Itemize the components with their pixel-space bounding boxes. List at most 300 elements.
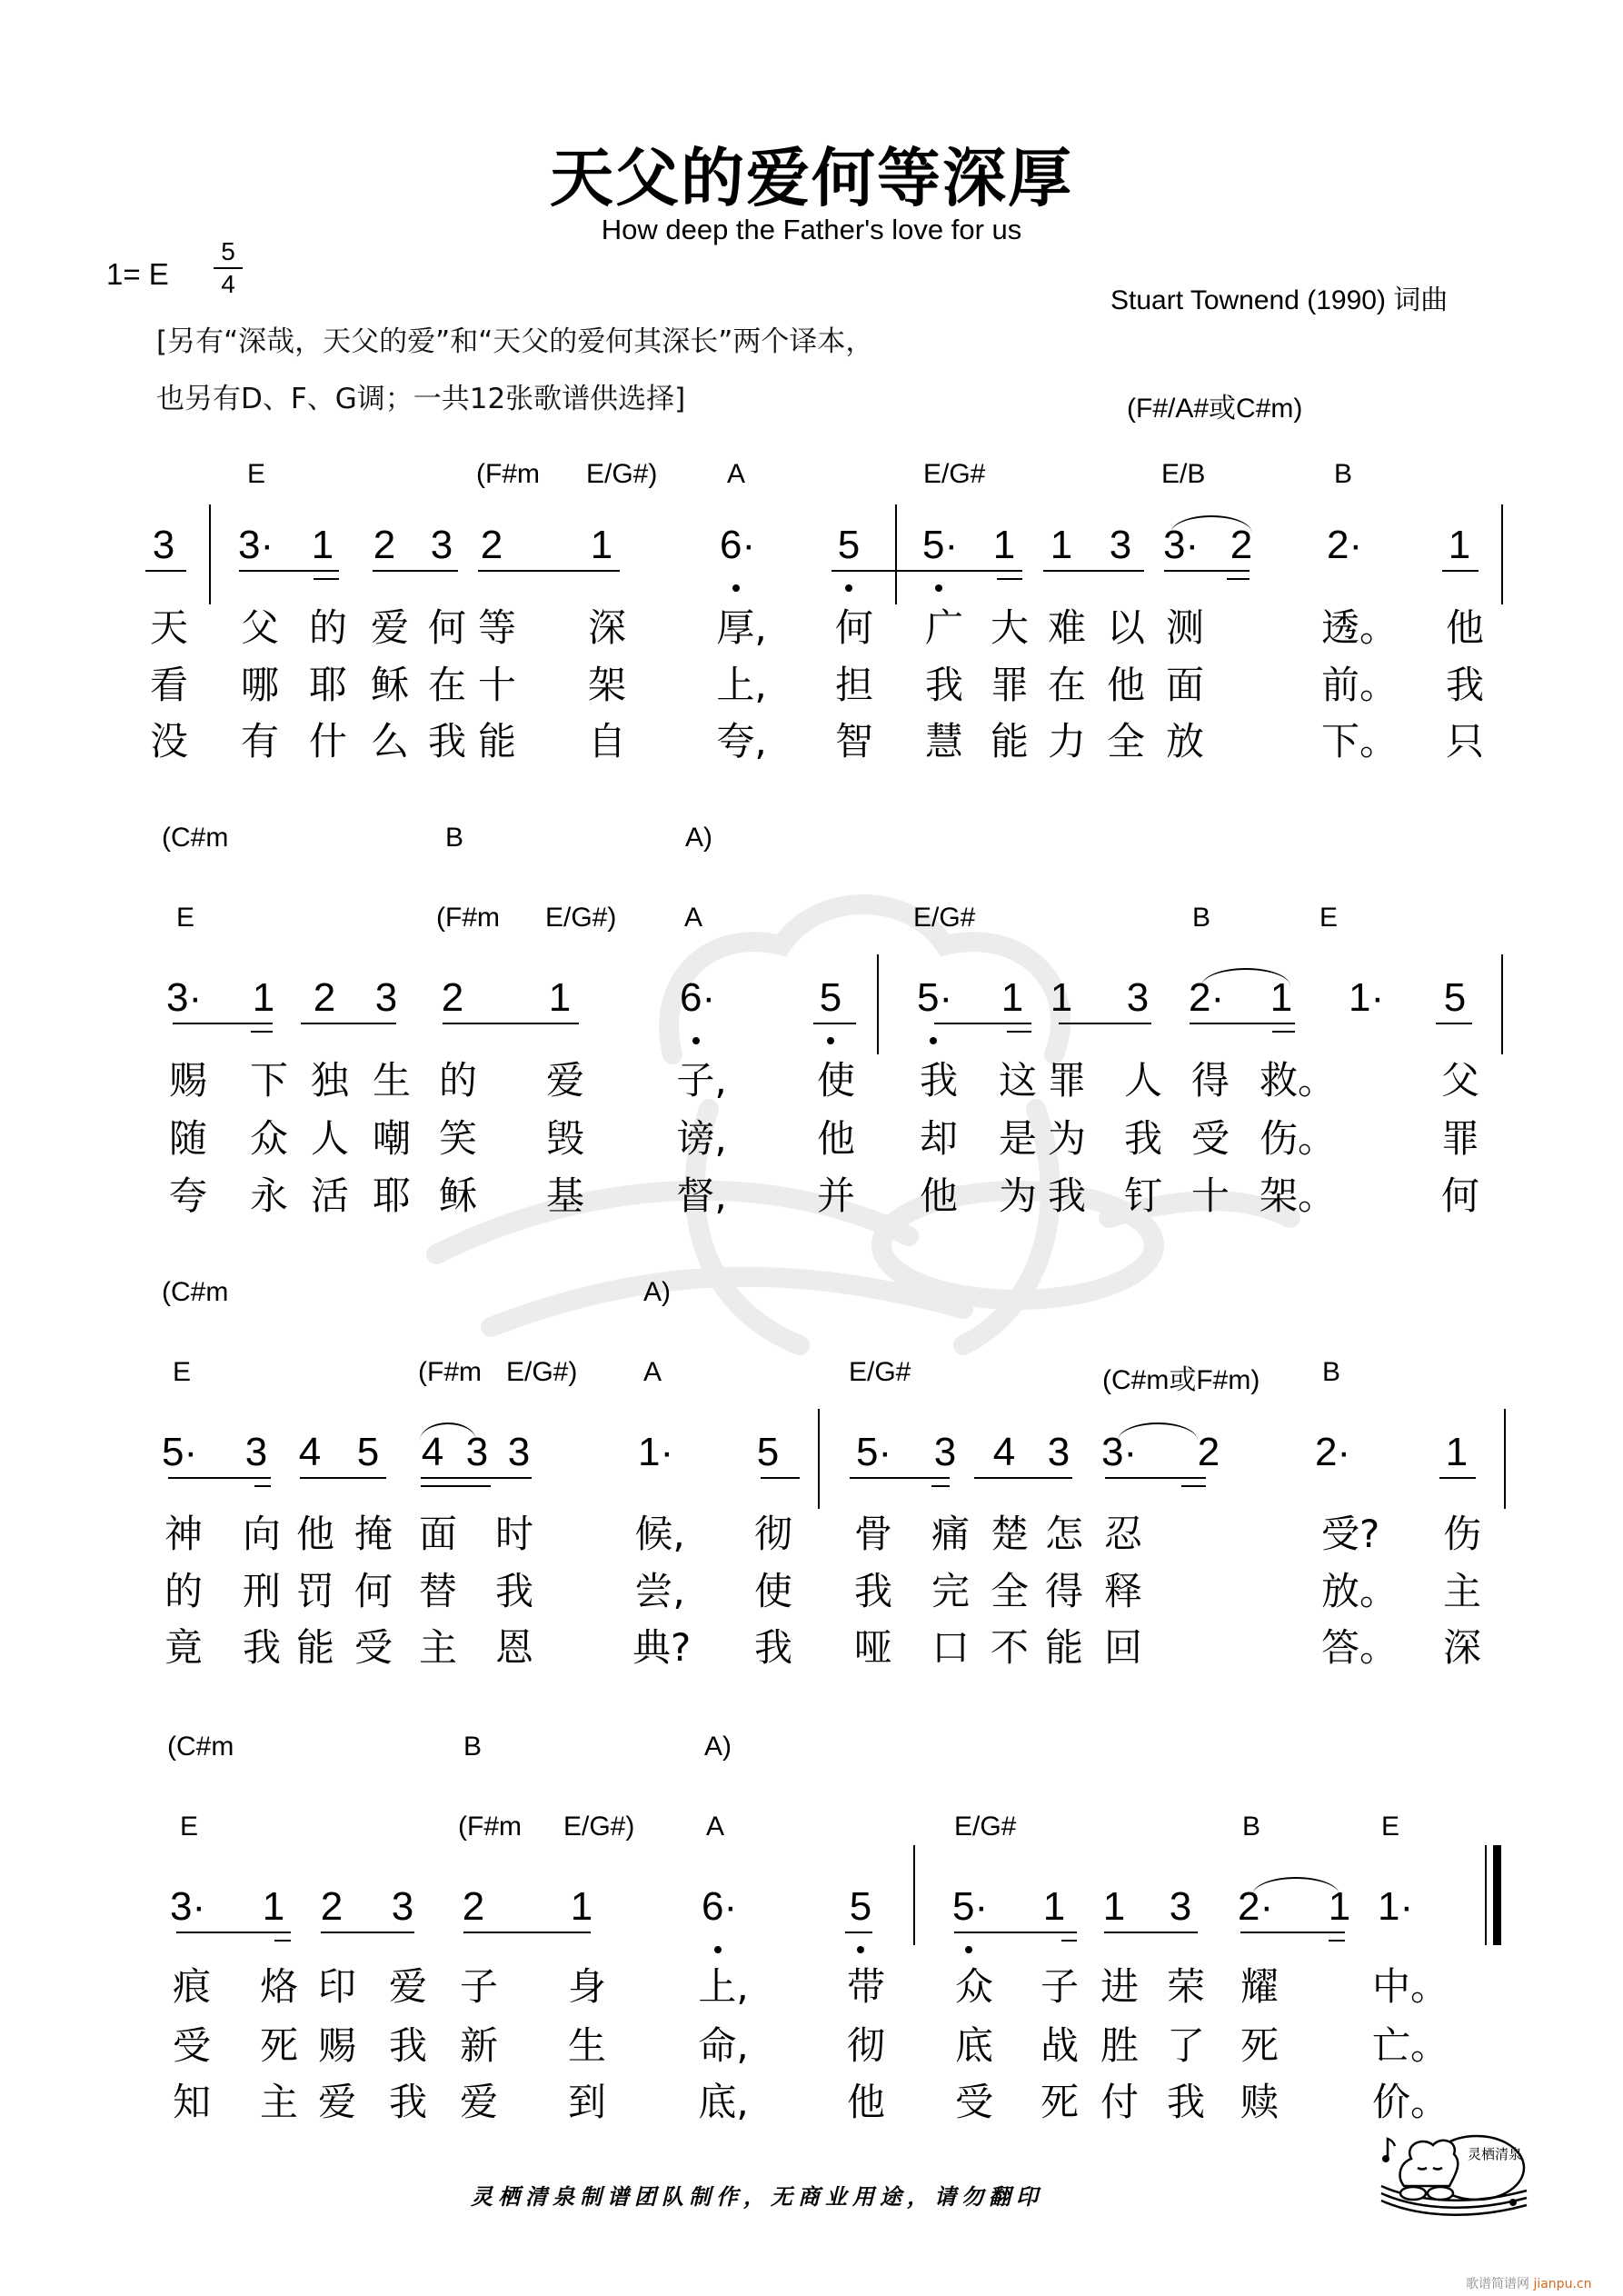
lyric-char: 面	[418, 1512, 457, 1556]
eighth-underline	[1043, 570, 1144, 572]
lyric-char: 彻	[753, 1512, 792, 1556]
lyric-char: 以	[1106, 605, 1145, 650]
lyric-char: 不	[990, 1625, 1029, 1670]
note: 3	[465, 1430, 489, 1474]
lyric-char: 人	[1123, 1058, 1162, 1103]
chord-symbol: E/B	[1161, 459, 1206, 489]
lyric-char: 我	[919, 1058, 958, 1103]
tie-arc	[1118, 1423, 1198, 1441]
eighth-underline	[321, 1932, 414, 1933]
lyric-char: 罪	[1440, 1116, 1479, 1161]
lyric-char: 爱	[545, 1058, 584, 1103]
tie-arc	[1170, 515, 1252, 534]
lyric-char: 何	[1440, 1173, 1479, 1218]
note: 1	[252, 975, 275, 1020]
lyric-char: 我	[494, 1569, 533, 1613]
song-title: 天父的爱何等深厚	[550, 141, 1073, 215]
chord-symbol: E/G#)	[586, 459, 658, 489]
note: 5·	[856, 1430, 892, 1474]
lyric-char: 罪	[1047, 1058, 1086, 1103]
lyric-char: 放。	[1321, 1569, 1399, 1613]
lyric-char: 释	[1103, 1569, 1142, 1613]
lyric-char: 他	[1445, 605, 1484, 650]
eighth-underline	[934, 1023, 1031, 1024]
tie-arc	[1252, 1877, 1339, 1895]
lyric-char: 受	[1190, 1116, 1230, 1161]
lyric-char: 力	[1047, 719, 1086, 764]
lyric-char: 深	[587, 605, 626, 650]
lyric-char: 忍	[1103, 1512, 1142, 1556]
note: 2	[462, 1884, 485, 1929]
chord-symbol: E/G#)	[545, 903, 617, 933]
eighth-underline	[239, 570, 339, 572]
lyric-char: 主	[418, 1625, 457, 1670]
eighth-underline	[761, 1477, 800, 1479]
note: 3·	[1101, 1430, 1138, 1474]
lyric-char: 深	[1442, 1625, 1481, 1670]
lyric-char: 的	[438, 1058, 477, 1103]
note: 1	[1050, 975, 1073, 1020]
chord-alternate: (C#m	[162, 1277, 229, 1307]
barline	[913, 1845, 915, 1945]
lyric-char: 赎	[1240, 2080, 1279, 2124]
sixteenth-underline	[251, 1031, 273, 1033]
lyric-char: 独	[310, 1058, 349, 1103]
note: 3	[1126, 975, 1150, 1020]
lyric-char: 笑	[438, 1116, 477, 1161]
lyric-char: 却	[919, 1116, 958, 1161]
site-watermark	[1466, 2274, 1591, 2292]
lyric-char: 救。	[1260, 1058, 1337, 1103]
lyric-char: 随	[168, 1116, 207, 1161]
note: 1	[1328, 1884, 1351, 1929]
note: 5·	[917, 975, 953, 1020]
note: 4	[421, 1430, 444, 1474]
lyric-char: 完	[931, 1569, 970, 1613]
lyric-char: 时	[494, 1512, 533, 1556]
chord-alternate: A)	[643, 1277, 671, 1307]
lyric-char: 父	[1440, 1058, 1479, 1103]
chord-symbol: E/G#	[954, 1812, 1017, 1842]
note: 5·	[162, 1430, 198, 1474]
note: 5	[1443, 975, 1467, 1020]
note: 3·	[1163, 523, 1200, 567]
lyric-char: 典?	[632, 1625, 692, 1670]
note: 3·	[238, 523, 274, 567]
note: 1	[262, 1884, 285, 1929]
alternate-chord-note: (F#/A#或C#m)	[1127, 394, 1303, 424]
note: 1	[1042, 1884, 1066, 1929]
chord-symbol: E	[176, 903, 195, 933]
lower-octave-dot	[692, 1037, 700, 1044]
sheep-logo-icon	[1377, 2131, 1531, 2218]
note: 6·	[720, 523, 756, 567]
lyric-char: 上,	[716, 663, 767, 707]
lyric-char: 能	[990, 719, 1029, 764]
lyric-char: 痛	[931, 1512, 970, 1556]
lyric-char: 我	[388, 2023, 427, 2068]
lyric-char: 候,	[634, 1512, 685, 1556]
note: 1	[1445, 1430, 1469, 1474]
lyric-char: 价。	[1372, 2080, 1449, 2124]
barline	[818, 1409, 820, 1509]
note: 3·	[170, 1884, 206, 1929]
note: 3	[152, 523, 175, 567]
barline	[209, 504, 211, 604]
chord-symbol: (F#m	[458, 1812, 522, 1842]
lyric-char: 为	[998, 1173, 1037, 1218]
eighth-underline	[300, 1477, 386, 1479]
sixteenth-underline	[421, 1485, 491, 1487]
translation-note-line2: 也另有D、F、G调；一共12张歌谱供选择]	[156, 383, 686, 415]
lyric-char: 带	[846, 1964, 885, 2009]
lyric-char: 战	[1040, 2023, 1079, 2068]
lyric-char: 测	[1165, 605, 1204, 650]
chord-symbol: (F#m	[436, 903, 500, 933]
lyric-char: 督,	[676, 1173, 727, 1218]
tie-arc	[420, 1423, 476, 1441]
eighth-underline	[813, 1023, 856, 1024]
lyric-char: 放	[1165, 719, 1204, 764]
note: 1	[992, 523, 1016, 567]
sixteenth-underline	[1227, 578, 1250, 580]
final-barline-thin	[1485, 1845, 1487, 1945]
lyric-char: 基	[545, 1173, 584, 1218]
lyric-char: 哑	[853, 1625, 892, 1670]
lyric-char: 怎	[1044, 1512, 1083, 1556]
note: 2	[313, 975, 336, 1020]
lyric-char: 口	[931, 1625, 970, 1670]
chord-symbol: E/G#	[849, 1357, 911, 1387]
lyric-char: 得	[1190, 1058, 1230, 1103]
time-signature	[214, 238, 243, 298]
note: 1·	[638, 1430, 674, 1474]
lyric-char: 子	[1040, 1964, 1079, 2009]
lyric-char: 爱	[459, 2080, 498, 2124]
lyric-char: 透。	[1321, 605, 1399, 650]
chord-symbol: E/G#)	[563, 1812, 635, 1842]
lower-octave-dot	[965, 1946, 972, 1953]
lyric-char: 刑	[242, 1569, 281, 1613]
eighth-underline	[1164, 570, 1250, 572]
lyric-char: 主	[1442, 1569, 1481, 1613]
lyric-char: 受?	[1321, 1512, 1380, 1556]
lyric-char: 使	[816, 1058, 855, 1103]
lyric-char: 全	[1106, 719, 1145, 764]
lyric-char: 尝,	[634, 1569, 685, 1613]
lyric-char: 彻	[846, 2023, 885, 2068]
lyric-char: 人	[310, 1116, 349, 1161]
lyric-char: 死	[1240, 2023, 1279, 2068]
lower-octave-dot	[714, 1946, 722, 1953]
barline	[1501, 954, 1503, 1054]
lyric-char: 身	[567, 1964, 606, 2009]
note: 2	[373, 523, 396, 567]
lyric-char: 我	[753, 1625, 792, 1670]
lyric-char: 亡。	[1372, 2023, 1449, 2068]
lyric-char: 在	[1047, 663, 1086, 707]
chord-alternate: B	[463, 1732, 483, 1762]
note: 1	[1448, 523, 1471, 567]
sixteenth-underline	[274, 1940, 291, 1942]
sixteenth-underline	[997, 578, 1022, 580]
eighth-underline	[173, 1023, 273, 1024]
lower-octave-dot	[935, 584, 942, 592]
lyric-char: 我	[427, 719, 466, 764]
lyric-char: 面	[1165, 663, 1204, 707]
note: 3	[391, 1884, 414, 1929]
eighth-underline	[443, 1023, 579, 1024]
lyric-char: 哪	[240, 663, 279, 707]
final-barline-thick	[1493, 1845, 1501, 1945]
lyric-char: 的	[164, 1569, 203, 1613]
lyric-char: 知	[172, 2080, 211, 2124]
lyric-char: 全	[990, 1569, 1029, 1613]
lyric-char: 我	[853, 1569, 892, 1613]
lyric-char: 等	[477, 605, 516, 650]
lyric-char: 慧	[924, 719, 963, 764]
note: 3	[1169, 1884, 1192, 1929]
lyric-char: 进	[1100, 1964, 1139, 2009]
lyric-char: 钉	[1123, 1173, 1162, 1218]
note: 1·	[1378, 1884, 1414, 1929]
lyric-char: 答。	[1321, 1625, 1399, 1670]
lyric-char: 什	[308, 719, 347, 764]
lyric-char: 在	[427, 663, 466, 707]
note: 5	[837, 523, 861, 567]
lyric-char: 死	[259, 2023, 298, 2068]
sixteenth-underline	[1272, 1031, 1295, 1033]
lyric-char: 新	[459, 2023, 498, 2068]
sixteenth-underline	[1061, 1940, 1077, 1942]
lyric-char: 赐	[168, 1058, 207, 1103]
eighth-underline	[168, 1477, 271, 1479]
lyric-char: 只	[1445, 719, 1484, 764]
lyric-char: 得	[1044, 1569, 1083, 1613]
lyric-char: 是	[998, 1116, 1037, 1161]
lyric-char: 下。	[1321, 719, 1399, 764]
note: 5·	[922, 523, 959, 567]
lyric-char: 罪	[990, 663, 1029, 707]
note: 2	[1230, 523, 1253, 567]
lower-octave-dot	[857, 1946, 864, 1953]
eighth-underline	[1104, 1932, 1198, 1933]
lyric-char: 担	[834, 663, 873, 707]
note: 1	[590, 523, 613, 567]
lyric-char: 能	[477, 719, 516, 764]
lyric-char: 使	[753, 1569, 792, 1613]
lyric-char: 主	[259, 2080, 298, 2124]
lyric-char: 耀	[1240, 1964, 1279, 2009]
lyric-char: 谤,	[676, 1116, 727, 1161]
eighth-underline	[1442, 570, 1479, 572]
lyric-char: 爱	[370, 605, 409, 650]
note: 1	[1102, 1884, 1126, 1929]
lower-octave-dot	[827, 1037, 834, 1044]
note: 5	[356, 1430, 380, 1474]
lyric-char: 难	[1047, 605, 1086, 650]
note: 6·	[680, 975, 716, 1020]
lyric-char: 他	[816, 1116, 855, 1161]
eighth-underline	[145, 570, 186, 572]
composer-credit: Stuart Townend (1990) 词曲	[1110, 285, 1449, 315]
note: 1	[1001, 975, 1024, 1020]
lyric-char: 架。	[1260, 1173, 1337, 1218]
eighth-underline	[1190, 1023, 1295, 1024]
note: 2·	[1327, 523, 1363, 567]
lyric-char: 大	[990, 605, 1029, 650]
barline	[1504, 1409, 1506, 1509]
eighth-underline	[176, 1932, 291, 1933]
lyric-char: 神	[164, 1512, 203, 1556]
chord-symbol: (F#m	[418, 1357, 482, 1387]
eighth-underline	[1059, 1023, 1151, 1024]
key-signature: 1= E	[106, 257, 169, 291]
lyric-char: 十	[1190, 1173, 1230, 1218]
barline	[1501, 504, 1503, 604]
lyric-char: 活	[310, 1173, 349, 1218]
lyric-char: 厚,	[716, 605, 767, 650]
lyric-char: 上,	[698, 1964, 749, 2009]
note: 1	[1050, 523, 1073, 567]
lyric-char: 子,	[676, 1058, 727, 1103]
time-signature-bottom: 4	[221, 270, 235, 298]
lyric-char: 我	[242, 1625, 281, 1670]
lyric-char: 看	[149, 663, 188, 707]
note: 5	[819, 975, 842, 1020]
eighth-underline	[373, 570, 458, 572]
note: 3	[430, 523, 453, 567]
lyric-char: 耶	[372, 1173, 411, 1218]
lyric-char: 广	[924, 605, 963, 650]
barline	[895, 504, 897, 604]
chord-symbol: (F#m	[476, 459, 540, 489]
note: 2·	[1189, 975, 1225, 1020]
eighth-underline	[954, 1932, 1077, 1933]
chord-symbol: E	[173, 1357, 192, 1387]
lyric-char: 恩	[494, 1625, 533, 1670]
lyric-char: 永	[249, 1173, 288, 1218]
lyric-char: 中。	[1372, 1964, 1449, 2009]
lyric-char: 罚	[295, 1569, 334, 1613]
lyric-char: 骨	[853, 1512, 892, 1556]
lyric-char: 嘲	[372, 1116, 411, 1161]
sixteenth-underline	[1181, 1485, 1206, 1487]
chord-symbol: B	[1334, 459, 1353, 489]
lyric-char: 自	[587, 719, 626, 764]
chord-alternate: (C#m	[167, 1732, 234, 1762]
lyric-char: 他	[295, 1512, 334, 1556]
lyric-char: 我	[388, 2080, 427, 2124]
lyric-char: 回	[1103, 1625, 1142, 1670]
lyric-char: 我	[1047, 1173, 1086, 1218]
note: 1	[311, 523, 334, 567]
lyric-char: 印	[317, 1964, 356, 2009]
lyric-char: 稣	[438, 1173, 477, 1218]
lyric-char: 何	[834, 605, 873, 650]
note: 2	[441, 975, 464, 1020]
note: 3	[244, 1430, 268, 1474]
lyric-char: 众	[954, 1964, 993, 2009]
note: 4	[298, 1430, 322, 1474]
lyric-char: 并	[816, 1173, 855, 1218]
note: 3	[1047, 1430, 1070, 1474]
lyric-char: 智	[834, 719, 873, 764]
note: 1	[1270, 975, 1293, 1020]
lyric-char: 这	[998, 1058, 1037, 1103]
note: 3·	[166, 975, 203, 1020]
lyric-char: 竟	[164, 1625, 203, 1670]
chord-alternate: (C#m	[162, 823, 229, 853]
sixteenth-underline	[1007, 1031, 1031, 1033]
eighth-underline	[421, 1477, 532, 1479]
lyric-char: 父	[240, 605, 279, 650]
lyric-char: 受	[172, 2023, 211, 2068]
lyric-char: 了	[1166, 2023, 1205, 2068]
time-signature-divider	[214, 267, 243, 269]
note: 5	[849, 1884, 872, 1929]
sixteenth-underline	[931, 1485, 950, 1487]
eighth-underline	[1240, 1932, 1345, 1933]
lyric-char: 耶	[308, 663, 347, 707]
chord-symbol: E	[1319, 903, 1339, 933]
note: 4	[992, 1430, 1016, 1474]
eighth-underline	[301, 1023, 396, 1024]
lyric-char: 命,	[698, 2023, 749, 2068]
chord-symbol: B	[1322, 1357, 1341, 1387]
lower-octave-dot	[930, 1037, 937, 1044]
note: 5	[756, 1430, 780, 1474]
lyric-char: 他	[846, 2080, 885, 2124]
song-subtitle-english: How deep the Father's love for us	[601, 214, 1022, 245]
lyric-char: 烙	[259, 1964, 298, 2009]
lyric-char: 荣	[1166, 1964, 1205, 2009]
lyric-char: 前。	[1321, 663, 1399, 707]
lyric-char: 我	[1123, 1116, 1162, 1161]
lyric-char: 生	[372, 1058, 411, 1103]
eighth-underline	[831, 570, 1022, 572]
lyric-char: 受	[954, 2080, 993, 2124]
chord-symbol: E/G#	[923, 459, 986, 489]
chord-symbol: B	[1242, 1812, 1261, 1842]
lyric-char: 爱	[388, 1964, 427, 2009]
eighth-underline	[478, 570, 620, 572]
note: 6·	[702, 1884, 738, 1929]
chord-alternate: A)	[704, 1732, 732, 1762]
note: 1	[548, 975, 572, 1020]
chord-symbol: B	[1192, 903, 1211, 933]
watermark-cn: 歌谱简谱网	[1466, 2277, 1529, 2291]
chord-symbol: E	[180, 1812, 199, 1842]
note: 5·	[952, 1884, 989, 1929]
eighth-underline	[1439, 1477, 1476, 1479]
lyric-char: 稣	[370, 663, 409, 707]
lyric-char: 痕	[172, 1964, 211, 2009]
lyric-char: 毁	[545, 1116, 584, 1161]
lyric-char: 掩	[353, 1512, 393, 1556]
lyric-char: 受	[353, 1625, 393, 1670]
lyric-char: 能	[1044, 1625, 1083, 1670]
lyric-char: 众	[249, 1116, 288, 1161]
lyric-char: 他	[1106, 663, 1145, 707]
lyric-char: 向	[242, 1512, 281, 1556]
eighth-underline	[1436, 1023, 1472, 1024]
note: 2	[320, 1884, 344, 1929]
note: 3	[1109, 523, 1132, 567]
note: 2	[480, 523, 503, 567]
lyric-char: 架	[587, 663, 626, 707]
chord-symbol: E	[1381, 1812, 1400, 1842]
